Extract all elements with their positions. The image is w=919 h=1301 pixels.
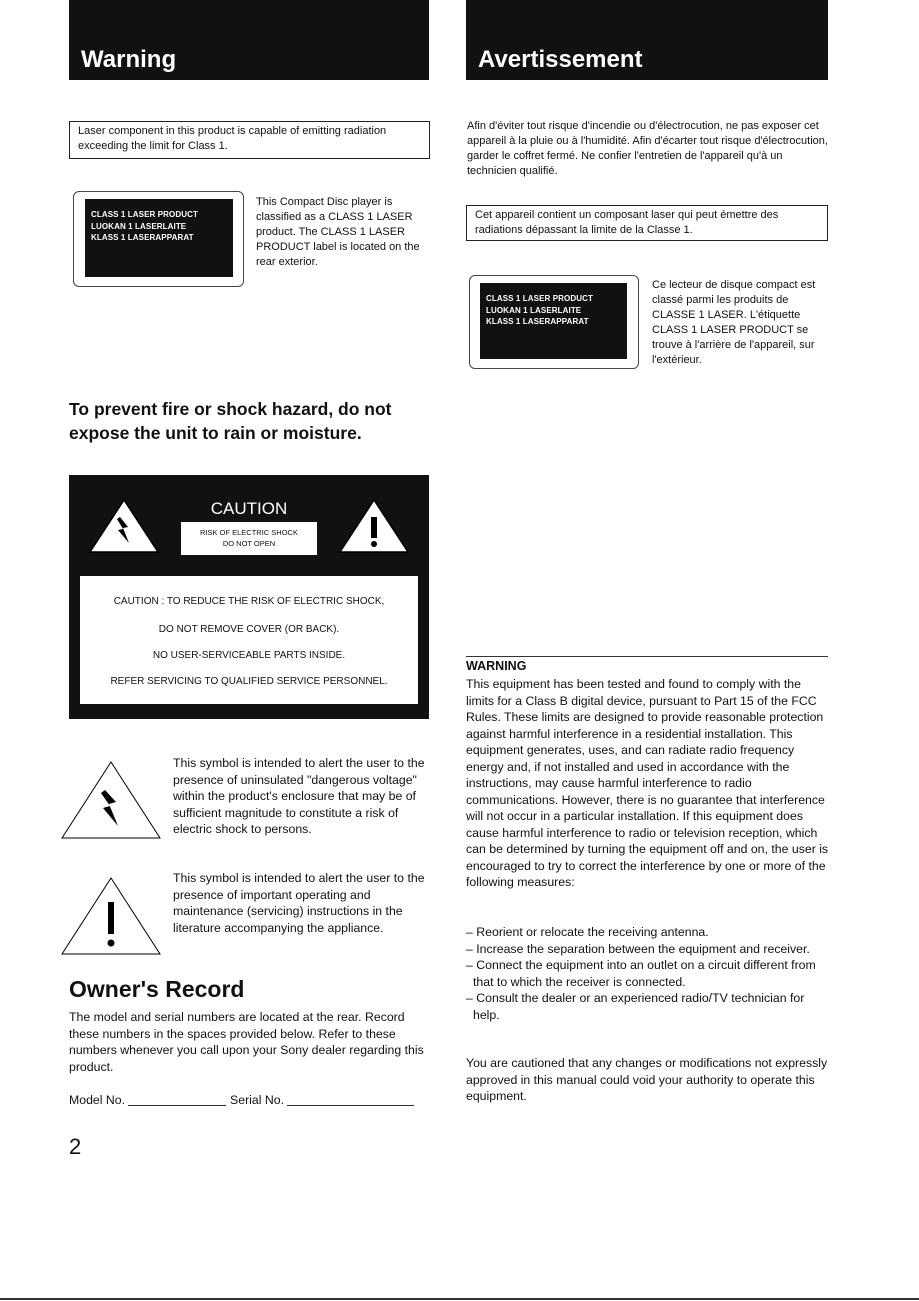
list-item: – Increase the separation between the equipment and receiver. (466, 941, 810, 956)
avertissement-intro: Afin d'éviter tout risque d'incendie ou d'électrocution, ne pas exposer cet appareil à la pluie ou à l'humidité. Afin d'écarter tout risque d'électrocution, garder le coffret fermé. Ne confier l'entretien de l'appareil qu'à un technicien qualifié. (467, 120, 828, 177)
caution-text-box (80, 576, 418, 704)
fcc-divider (466, 656, 828, 657)
model-number-field (69, 1092, 439, 1109)
avertissement-header-text: Avertissement (478, 46, 643, 73)
fcc-warning-title: WARNING (466, 659, 527, 673)
list-item: – Reorient or relocate the receiving antenna. (466, 925, 709, 939)
lightning-triangle-icon (59, 760, 163, 840)
owners-record-text: The model and serial numbers are located at the rear. Record these numbers in the spaces provided below. Refer to these numbers whenever you call upon your Sony dealer regarding this product. (69, 1010, 424, 1074)
page-number: 2 (69, 1134, 82, 1159)
lightning-triangle-icon (87, 497, 161, 555)
maintenance-symbol-description: This symbol is intended to alert the user to the presence of important operating and maintenance (servicing) instructions in the literature accompanying the appliance. (173, 871, 425, 935)
owners-record-title: Owner's Record (69, 976, 245, 1002)
fire-hazard-warning: To prevent fire or shock hazard, do not expose the unit to rain or moisture. (69, 399, 392, 443)
modification-caution-text: You are cautioned that any changes or modifications not expressly approved in this manual could void your authority to operate this equipment. (466, 1056, 828, 1103)
bottom-rule (0, 1298, 919, 1300)
caution-title-box (181, 495, 317, 555)
list-item: – Connect the equipment into an outlet on a circuit different from that to which the receiver is connected. (466, 958, 816, 989)
laser-label-description: This Compact Disc player is classified as a CLASS 1 LASER product. The CLASS 1 LASER PRODUCT label is located on the rear exterior. (256, 196, 420, 268)
warning-header (69, 0, 429, 80)
exclamation-triangle-icon (59, 876, 163, 956)
interference-measures-list (466, 924, 831, 1023)
laser-class-label: CLASS 1 LASER PRODUCT LUOKAN 1 LASERLAITE KLASS 1 LASERAPPARAT (85, 199, 233, 277)
list-item: – Consult the dealer or an experienced radio/TV technician for help. (466, 991, 805, 1022)
caution-line-4: REFER SERVICING TO QUALIFIED SERVICE PERSONNEL. (110, 676, 388, 687)
laser-label-description-fr: Ce lecteur de disque compact est classé parmi les produits de CLASSE 1 LASER. L'étiquette CLASS 1 LASER PRODUCT se trouve à l'arrière de l'appareil, sur l'extérieur. (652, 279, 816, 366)
serial-number-label: Serial No. (230, 1093, 285, 1107)
caution-subtitle-2: DO NOT OPEN (222, 539, 276, 548)
fcc-warning-text: This equipment has been tested and found to comply with the limits for a Class B digital device, pursuant to Part 15 of the FCC Rules. These limits are designed to provide reasonable protection against harmful interference in a residential installation. This equipment generates, uses, and can radiate radio frequency energy and, if not installed and used in accordance with the instructions, may cause harmful interference to radio communications. However, there is no guarantee that interference will not occur in a particular installation. If this equipment does cause harmful interference to radio or television reception, which can be determined by turning the equipment off and on, the user is encouraged to try to correct the interference by one or more of the following measures: (466, 677, 829, 889)
caution-subtitle-1: RISK OF ELECTRIC SHOCK (200, 528, 298, 537)
caution-line-1: CAUTION : TO REDUCE THE RISK OF ELECTRIC SHOCK, (113, 596, 385, 607)
voltage-symbol-description: This symbol is intended to alert the user to the presence of uninsulated "dangerous voltage" within the product's enclosure that may be of sufficient magnitude to constitute a risk of electric shock to persons. (173, 756, 425, 836)
laser-class-label-fr: CLASS 1 LASER PRODUCT LUOKAN 1 LASERLAITE KLASS 1 LASERAPPARAT (480, 283, 627, 359)
exclamation-triangle-icon (337, 497, 411, 555)
laser-warning-box-fr: Cet appareil contient un composant laser qui peut émettre des radiations dépassant la limite de la Classe 1. (466, 205, 828, 241)
avertissement-header (466, 0, 828, 80)
caution-panel (69, 475, 429, 719)
caution-line-2: DO NOT REMOVE COVER (OR BACK). (158, 624, 340, 635)
model-number-blank (128, 1105, 226, 1106)
warning-header-text: Warning (81, 46, 177, 73)
serial-number-blank (287, 1105, 414, 1106)
caution-line-3: NO USER-SERVICEABLE PARTS INSIDE. (152, 650, 346, 661)
laser-warning-box: Laser component in this product is capable of emitting radiation exceeding the limit for Class 1. (69, 121, 430, 159)
caution-title: CAUTION (181, 495, 317, 522)
model-number-label: Model No. (69, 1093, 126, 1107)
